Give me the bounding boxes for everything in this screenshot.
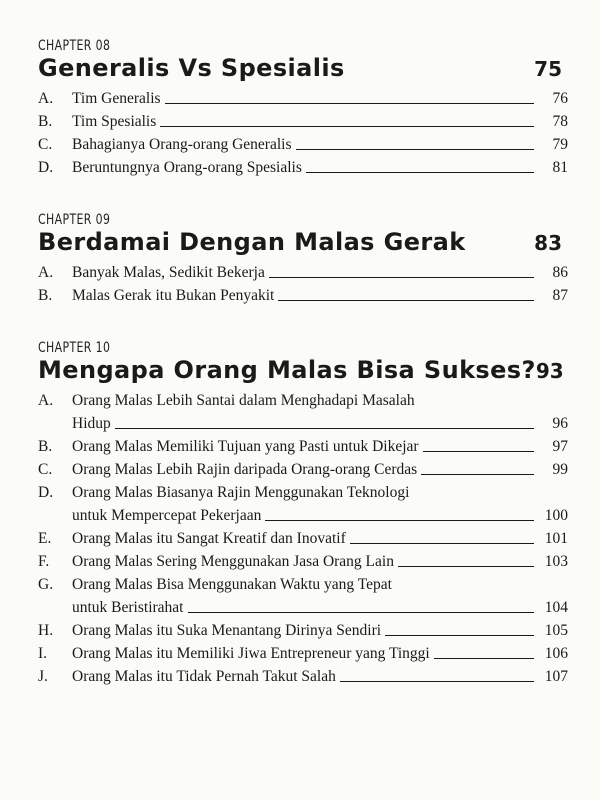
entry-page-number: 103 [544,553,568,570]
toc-entry [38,550,568,573]
entry-last-line [72,87,568,110]
toc-entry [38,619,568,642]
entry-last-line [72,504,568,527]
entry-body [72,619,568,642]
entry-text: Orang Malas itu Sangat Kreatif dan Inovatif [72,530,346,547]
toc-entry [38,87,568,110]
chapter-label: CHAPTER 09 [38,212,111,228]
chapter-heading [38,355,568,386]
entry-last-line [72,110,568,133]
entry-last-line [72,665,568,688]
toc-entry [38,458,568,481]
entry-body [72,389,568,435]
toc-entry [38,435,568,458]
toc-entry [38,642,568,665]
leader-line [296,149,535,150]
entry-last-line [72,550,568,573]
entry-last-line [72,527,568,550]
entry-list [38,261,568,307]
entry-last-line [72,642,568,665]
entry-letter: B. [38,287,53,304]
chapter-section [38,38,568,179]
entry-text: Orang Malas itu Tidak Pernah Takut Salah [72,668,336,685]
entry-last-line [72,458,568,481]
toc-entry [38,389,568,435]
entry-page-number: 104 [544,599,568,616]
entry-page-number: 99 [552,461,568,478]
entry-letter: D. [38,484,54,501]
entry-page-number: 96 [552,415,568,432]
leader-line [269,277,534,278]
entry-page-number: 100 [544,507,568,524]
chapter-section [38,212,568,307]
entry-body [72,133,568,156]
entry-text: Beruntungnya Orang-orang Spesialis [72,159,302,176]
entry-text: Orang Malas itu Suka Menantang Dirinya Sendiri [72,622,382,639]
entry-letter: D. [38,159,54,176]
leader-line [306,172,534,173]
entry-last-line [72,284,568,307]
entry-text: Malas Gerak itu Bukan Penyakit [72,287,275,304]
entry-page-number: 101 [544,530,568,547]
leader-line [421,474,534,475]
entry-body [72,156,568,179]
leader-line [385,635,534,636]
entry-body [72,642,568,665]
entry-page-number: 106 [544,645,568,662]
entry-page-number: 86 [552,264,568,281]
entry-body [72,87,568,110]
toc-entry [38,110,568,133]
entry-page-number: 105 [544,622,568,639]
leader-line [165,103,534,104]
leader-line [115,428,534,429]
leader-line [350,543,534,544]
entry-text: Tim Generalis [72,90,161,107]
entry-page-number: 87 [552,287,568,304]
entry-text: Orang Malas Biasanya Rajin Menggunakan Teknologi [72,484,410,501]
toc-entry [38,261,568,284]
entry-text: Orang Malas Bisa Menggunakan Waktu yang Tepat [72,576,392,593]
toc-entry [38,284,568,307]
leader-line [265,520,534,521]
entry-body [72,284,568,307]
leader-line [434,658,534,659]
entry-last-line [72,619,568,642]
leader-line [398,566,534,567]
toc-entry [38,133,568,156]
chapter-heading [38,227,568,258]
entry-body [72,573,568,619]
entry-letter: H. [38,622,54,639]
entry-page-number: 97 [552,438,568,455]
entry-text: untuk Mempercepat Pekerjaan [72,507,262,524]
entry-text: Orang Malas Memiliki Tujuan yang Pasti untuk Dikejar [72,438,419,455]
chapter-label: CHAPTER 08 [38,38,111,54]
entry-text: Orang Malas Lebih Rajin daripada Orang-orang Cerdas [72,461,418,478]
entry-letter: I. [38,645,48,662]
entry-letter: C. [38,136,53,153]
entry-letter: E. [38,530,52,547]
entry-last-line [72,435,568,458]
entry-letter: G. [38,576,54,593]
entry-page-number: 79 [552,136,568,153]
chapter-page-number: 83 [534,231,562,255]
toc-entry [38,527,568,550]
entry-text: Hidup [72,415,111,432]
entry-letter: B. [38,438,53,455]
entry-text: Orang Malas Sering Menggunakan Jasa Orang Lain [72,553,394,570]
leader-line [340,681,534,682]
entry-letter: B. [38,113,53,130]
chapter-label: CHAPTER 10 [38,340,111,356]
entry-list [38,389,568,688]
entry-body [72,550,568,573]
entry-letter: A. [38,264,54,281]
entry-last-line [72,156,568,179]
entry-text: Bahagianya Orang-orang Generalis [72,136,292,153]
entry-page-number: 81 [552,159,568,176]
chapter-title: Generalis Vs Spesialis [38,54,345,82]
entry-last-line [72,133,568,156]
entry-letter: A. [38,90,54,107]
entry-body [72,458,568,481]
toc-entry [38,156,568,179]
entry-text: Banyak Malas, Sedikit Bekerja [72,264,265,281]
leader-line [160,126,534,127]
toc-entry [38,481,568,527]
chapter-heading [38,53,568,84]
leader-line [188,612,535,613]
chapter-page-number: 75 [534,57,562,81]
entry-last-line [72,412,568,435]
chapter-title: Mengapa Orang Malas Bisa Sukses? [38,356,536,384]
entry-body [72,665,568,688]
entry-text: Tim Spesialis [72,113,157,130]
toc-entry [38,573,568,619]
entry-page-number: 78 [552,113,568,130]
toc-entry [38,665,568,688]
chapter-section [38,340,568,688]
entry-page-number: 76 [552,90,568,107]
entry-body [72,527,568,550]
entry-letter: J. [38,668,48,685]
entry-list [38,87,568,179]
entry-text: Orang Malas itu Memiliki Jiwa Entrepreneur yang Tinggi [72,645,430,662]
entry-letter: A. [38,392,54,409]
leader-line [278,300,534,301]
entry-body [72,110,568,133]
entry-letter: C. [38,461,53,478]
entry-letter: F. [38,553,50,570]
entry-body [72,261,568,284]
chapter-page-number: 93 [535,359,564,383]
entry-body [72,481,568,527]
chapter-title: Berdamai Dengan Malas Gerak [38,228,466,256]
entry-last-line [72,261,568,284]
entry-text: Orang Malas Lebih Santai dalam Menghadapi Masalah [72,392,415,409]
leader-line [423,451,534,452]
entry-page-number: 107 [544,668,568,685]
entry-text: untuk Beristirahat [72,599,184,616]
entry-last-line [72,596,568,619]
entry-body [72,435,568,458]
